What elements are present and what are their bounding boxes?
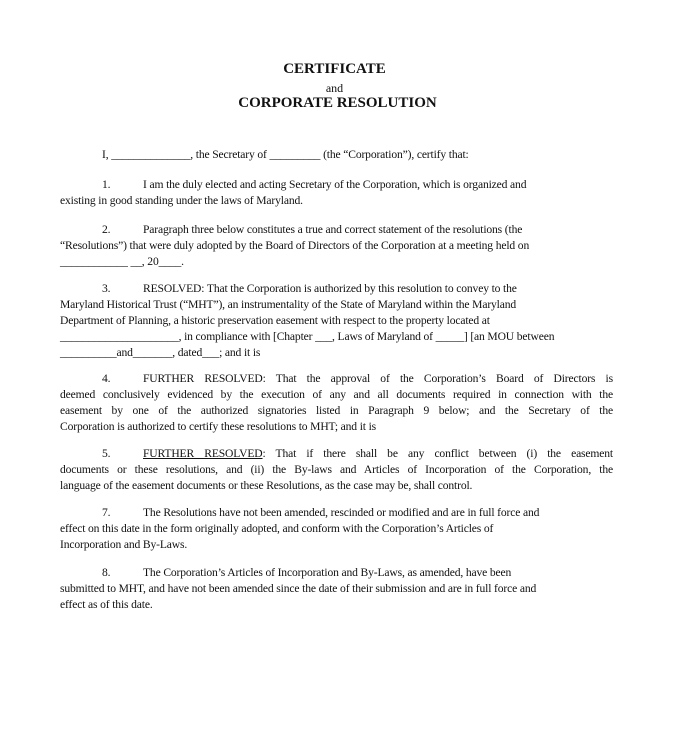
- paragraph-1-text-1: I am the duly elected and acting Secretary of the Corporation, which is organized and: [143, 178, 527, 191]
- paragraph-4-line-4: Corporation is authorized to certify these resolutions to MHT; and it is: [60, 420, 377, 433]
- paragraph-5-line-1: [60, 446, 613, 462]
- paragraph-3-line-3: Department of Planning, a historic preservation easement with respect to the property located at: [60, 314, 490, 327]
- paragraph-7-text-1: The Resolutions have not been amended, rescinded or modified and are in full force and: [143, 506, 540, 519]
- paragraph-3-text-1: RESOLVED: That the Corporation is authorized by this resolution to convey to the: [143, 282, 517, 295]
- paragraph-2-text-1: Paragraph three below constitutes a true and correct statement of the resolutions (the: [143, 223, 523, 236]
- title-conjunction: and: [325, 81, 344, 95]
- document-title: CERTIFICATE: [283, 61, 386, 77]
- paragraph-4-number: 4.: [102, 372, 111, 385]
- paragraph-3: [60, 281, 613, 361]
- paragraph-1-line-2: existing in good standing under the laws of Maryland.: [60, 194, 303, 207]
- paragraph-7-number: 7.: [102, 506, 111, 519]
- paragraph-5-lead: FURTHER RESOLVED: [143, 447, 263, 460]
- paragraph-3-number: 3.: [102, 282, 111, 295]
- paragraph-4: [60, 371, 613, 435]
- paragraph-3-line-5: __________and_______, dated___; and it is: [60, 346, 261, 359]
- paragraph-1-line-1: [60, 177, 613, 193]
- paragraph-7-line-3: Incorporation and By-Laws.: [60, 538, 188, 551]
- paragraph-3-line-4: _____________________, in compliance with [Chapter ___, Laws of Maryland of _____] [an MOU between: [60, 330, 555, 343]
- paragraph-1: [60, 177, 613, 209]
- document-subtitle: CORPORATE RESOLUTION: [238, 95, 437, 111]
- paragraph-7-line-1: [60, 505, 613, 521]
- paragraph-2-line-3: ____________ __, 20____.: [60, 255, 184, 268]
- paragraph-8: [60, 565, 613, 613]
- paragraph-4-line-3: easement by one of the authorized signatories listed in Paragraph 9 below; and the Secretary of the: [60, 404, 613, 417]
- paragraph-5-number: 5.: [102, 447, 111, 460]
- paragraph-8-text-1: The Corporation’s Articles of Incorporation and By-Laws, as amended, have been: [143, 566, 512, 579]
- paragraph-7: [60, 505, 613, 553]
- paragraph-4-line-2: deemed conclusively evidenced by the execution of any and all documents required in connection with the: [60, 388, 613, 401]
- intro-statement: [102, 147, 602, 163]
- paragraph-4-text-1: FURTHER RESOLVED: That the approval of the Corporation’s Board of Directors is: [143, 372, 613, 385]
- paragraph-8-number: 8.: [102, 566, 111, 579]
- paragraph-2-line-2: “Resolutions”) that were duly adopted by the Board of Directors of the Corporation at a meeting held on: [60, 239, 530, 252]
- paragraph-8-line-1: [60, 565, 613, 581]
- paragraph-1-number: 1.: [102, 178, 111, 191]
- paragraph-5-line-2: documents or these resolutions, and (ii) the By-laws and Articles of Incorporation of the Corporation, the: [60, 463, 613, 476]
- paragraph-8-line-3: effect as of this date.: [60, 598, 153, 611]
- paragraph-4-line-1: [60, 371, 613, 387]
- paragraph-3-line-2: Maryland Historical Trust (“MHT”), an instrumentality of the State of Maryland within the Maryland: [60, 298, 517, 311]
- paragraph-8-line-2: submitted to MHT, and have not been amended since the date of their submission and are in full force and: [60, 582, 537, 595]
- paragraph-5-text-1: : That if there shall be any conflict between (i) the easement: [262, 447, 614, 460]
- paragraph-2: [60, 222, 613, 270]
- paragraph-2-line-1: [60, 222, 613, 238]
- paragraph-5: [60, 446, 613, 494]
- paragraph-5-line-3: language of the easement documents or these Resolutions, as the case may be, shall control.: [60, 479, 473, 492]
- paragraph-2-number: 2.: [102, 223, 111, 236]
- intro-text: I, ______________, the Secretary of _________ (the “Corporation”), certify that:: [102, 148, 469, 161]
- paragraph-3-line-1: [60, 281, 613, 297]
- paragraph-7-line-2: effect on this date in the form originally adopted, and conform with the Corporation’s Articles of: [60, 522, 494, 535]
